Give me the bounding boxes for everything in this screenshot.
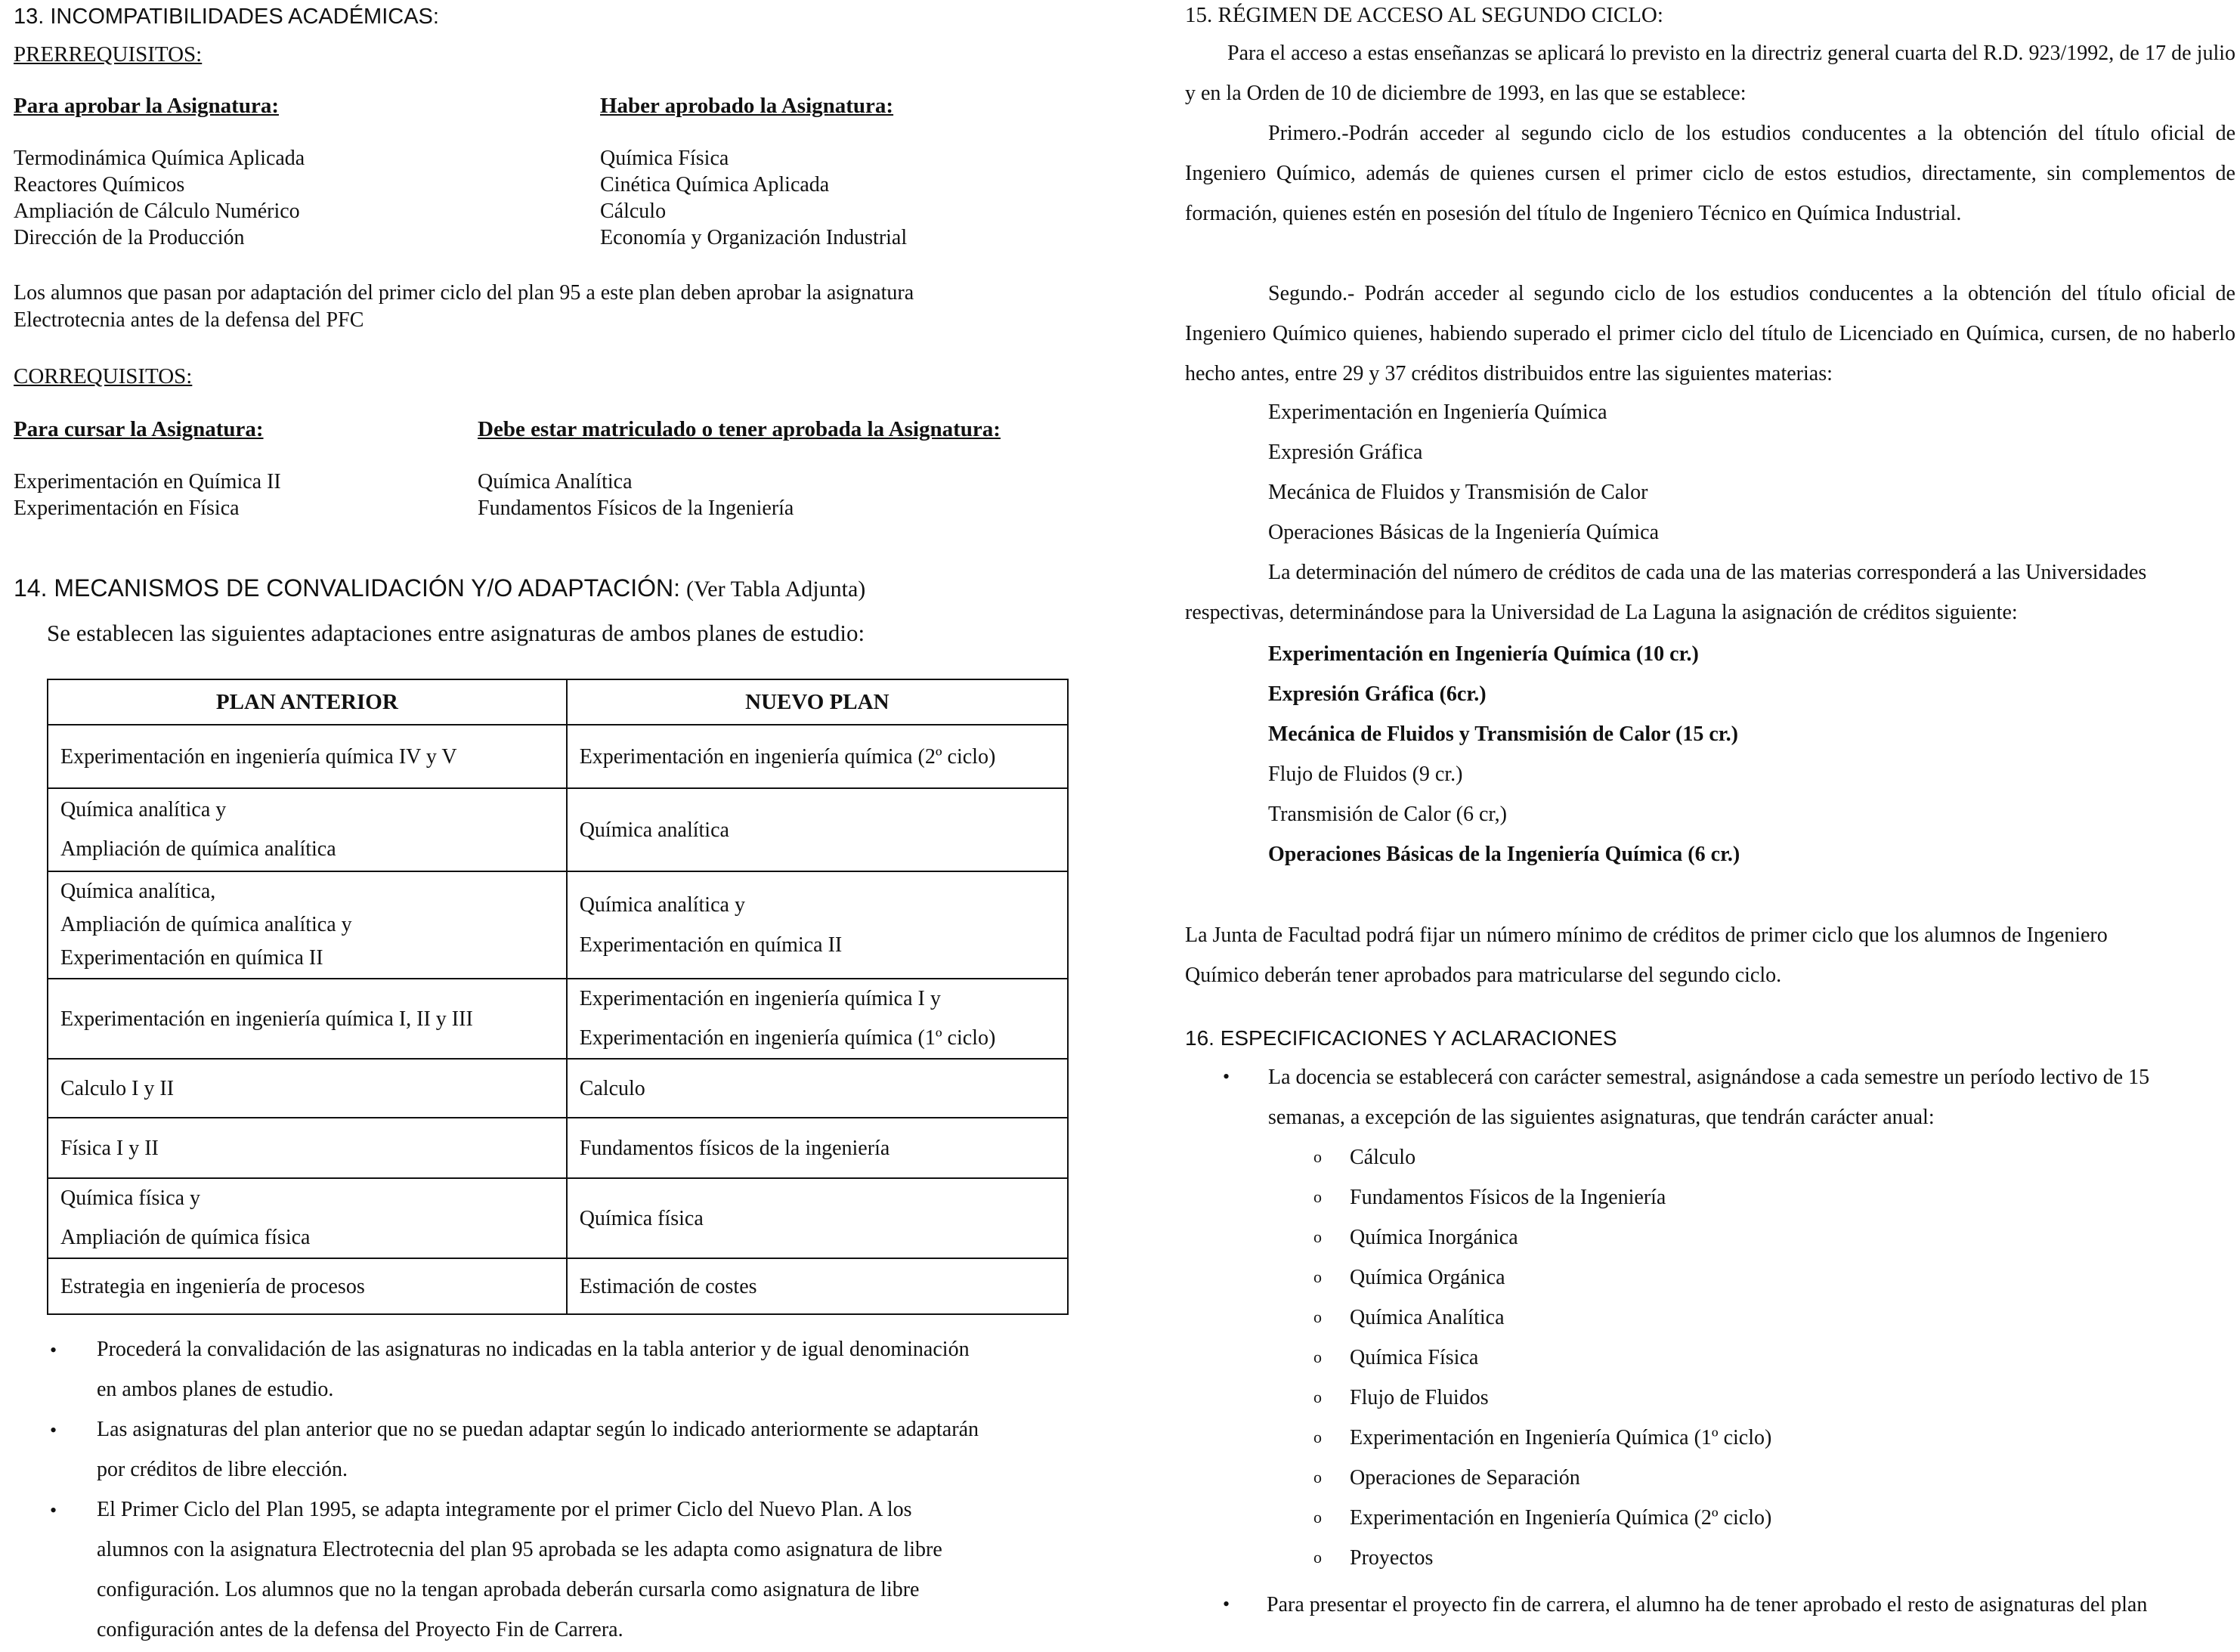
plan-anterior-cell [48, 1059, 567, 1118]
section-14-bullet-1-line-2: en ambos planes de estudio. [97, 1378, 334, 1401]
prereq-required-3: Cálculo [600, 200, 667, 223]
materia-item: Operaciones Básicas de la Ingeniería Química [1268, 521, 1660, 544]
cell-line: Calculo I y II [60, 1076, 175, 1100]
table-row [48, 871, 1068, 979]
circle-bullet-icon: o [1313, 1347, 1322, 1366]
section-14-bullet-2-line-1: Las asignaturas del plan anterior que no se puedan adaptar según lo indicado anteriormente se adaptarán [97, 1418, 979, 1441]
anual-subject-item: Operaciones de Separación [1350, 1466, 1580, 1490]
table-row [48, 1059, 1068, 1118]
coreq-subject-1: Experimentación en Química II [14, 470, 281, 493]
anual-subject-item: Química Física [1350, 1346, 1479, 1369]
circle-bullet-icon: o [1313, 1307, 1322, 1326]
anual-subject-item: Experimentación en Ingeniería Química (2º ciclo) [1350, 1506, 1772, 1530]
section-16-bullet1-line1: La docencia se establecerá con carácter semestral, asignándose a cada semestre un período lectivo de 15 [1268, 1066, 2150, 1089]
credit-item: Operaciones Básicas de la Ingeniería Química (6 cr.) [1268, 843, 1740, 866]
circle-bullet-icon: o [1313, 1267, 1322, 1286]
table-row [48, 1178, 1068, 1258]
cell-line: Experimentación en química II [60, 946, 323, 970]
bullet-icon: • [50, 1419, 57, 1441]
coreq-col2-heading: Debe estar matriculado o tener aprobada la Asignatura: [478, 417, 1001, 441]
table-row [48, 788, 1068, 871]
section-14-bullet-3-line-3: configuración. Los alumnos que no la tengan aprobada deberán cursarla como asignatura de libre [97, 1578, 920, 1601]
plan-anterior-cell [48, 1178, 567, 1258]
nuevo-plan-cell [567, 1178, 1068, 1258]
prereq-subject-1: Termodinámica Química Aplicada [14, 147, 305, 170]
materia-item: Mecánica de Fluidos y Transmisión de Calor [1268, 481, 1648, 504]
nuevo-plan-cell [567, 1258, 1068, 1314]
section-14-title-suffix: (Ver Tabla Adjunta) [685, 577, 866, 602]
section-15-para-2: Primero.-Podrán acceder al segundo ciclo de los estudios conducentes a la obtención del título oficial de Ingeniero Químico, además de quienes cursen el primer ciclo de estos estudios, directamente, sin complementos de formación, quienes estén en posesión del título de Ingeniero Técnico en Química Industrial. [1185, 122, 2235, 225]
prereq-required-2: Cinética Química Aplicada [600, 173, 830, 196]
cell-line: Ampliación de química analítica [60, 837, 336, 861]
materia-item: Experimentación en Ingeniería Química [1268, 401, 1607, 424]
anual-subject-item: Experimentación en Ingeniería Química (1º ciclo) [1350, 1426, 1772, 1449]
bullet-icon: • [1223, 1593, 1230, 1615]
cell-line: Experimentación en química II [579, 933, 843, 957]
circle-bullet-icon: o [1313, 1468, 1322, 1486]
bullet-icon: • [50, 1339, 57, 1361]
nuevo-plan-cell [567, 1059, 1068, 1118]
section-14-intro: Se establecen las siguientes adaptaciones entre asignaturas de ambos planes de estudio: [47, 620, 865, 646]
credit-item: Flujo de Fluidos (9 cr.) [1268, 763, 1463, 786]
prereq-required-1: Química Física [600, 147, 729, 170]
cell-line: Estimación de costes [579, 1274, 757, 1298]
credit-item: Mecánica de Fluidos y Transmisión de Calor (15 cr.) [1268, 722, 1738, 746]
prereq-heading: PRERREQUISITOS: [14, 42, 203, 67]
junta-line1: La Junta de Facultad podrá fijar un número mínimo de créditos de primer ciclo que los alumnos de Ingeniero [1185, 923, 2108, 947]
cell-line: Experimentación en ingeniería química (1º ciclo) [579, 1026, 996, 1050]
materia-item: Expresión Gráfica [1268, 441, 1423, 464]
nuevo-plan-cell [567, 788, 1068, 871]
nuevo-plan-cell [567, 979, 1068, 1059]
cell-line: Calculo [579, 1076, 645, 1100]
table-body [48, 725, 1068, 1314]
cell-line: Química analítica, [60, 880, 216, 903]
cell-line: Experimentación en ingeniería química IV y V [60, 744, 457, 769]
plan-anterior-cell [48, 788, 567, 871]
section-14-bullet-2-line-2: por créditos de libre elección. [97, 1458, 348, 1481]
cell-line: Química física [579, 1206, 704, 1230]
section-16-title: 16. ESPECIFICACIONES Y ACLARACIONES [1185, 1026, 1617, 1050]
coreq-heading: CORREQUISITOS: [14, 364, 193, 388]
table-row [48, 1118, 1068, 1178]
plan-anterior-cell [48, 1118, 567, 1178]
prereq-subject-4: Dirección de la Producción [14, 226, 245, 249]
coreq-subject-2: Experimentación en Física [14, 497, 240, 520]
credit-item: Transmisión de Calor (6 cr,) [1268, 803, 1507, 826]
coreq-required-1: Química Analítica [478, 470, 633, 493]
coreq-required-2: Fundamentos Físicos de la Ingeniería [478, 497, 794, 520]
table-header-nuevo-plan: NUEVO PLAN [567, 679, 1068, 725]
section-14-title [14, 574, 865, 602]
section-15-para-1: Para el acceso a estas enseñanzas se aplicará lo previsto en la directriz general cuarta del R.D. 923/1992, de 17 de julio y en la Orden de 10 de diciembre de 1993, en las que se establece: [1185, 42, 2235, 105]
adapt-note-line1: Los alumnos que pasan por adaptación del primer ciclo del plan 95 a este plan deben aprobar la asignatura [14, 281, 914, 305]
section-14-bullet-3-line-4: configuración antes de la defensa del Proyecto Fin de Carrera. [97, 1618, 623, 1641]
section-14-bullet-3-line-1: El Primer Ciclo del Plan 1995, se adapta integramente por el primer Ciclo del Nuevo Plan. A los [97, 1498, 912, 1521]
anual-subject-item: Química Orgánica [1350, 1266, 1505, 1289]
circle-bullet-icon: o [1313, 1508, 1322, 1527]
cell-line: Física I y II [60, 1136, 159, 1160]
junta-line2: Químico deberán tener aprobados para matricularse del segundo ciclo. [1185, 964, 1782, 987]
section-14-bullet-1-line-1: Procederá la convalidación de las asignaturas no indicadas en la tabla anterior y de igual denominación [97, 1338, 970, 1361]
anual-subject-item: Proyectos [1350, 1546, 1434, 1570]
coreq-col1-heading: Para cursar la Asignatura: [14, 417, 264, 441]
anual-subject-item: Cálculo [1350, 1146, 1416, 1169]
circle-bullet-icon: o [1313, 1227, 1322, 1246]
credit-item: Experimentación en Ingeniería Química (10 cr.) [1268, 642, 1699, 666]
section-15-title: 15. RÉGIMEN DE ACCESO AL SEGUNDO CICLO: [1185, 3, 1663, 27]
anual-subject-item: Fundamentos Físicos de la Ingeniería [1350, 1186, 1666, 1209]
cell-line: Fundamentos físicos de la ingeniería [579, 1136, 890, 1160]
plan-anterior-cell [48, 979, 567, 1059]
cell-line: Ampliación de química analítica y [60, 913, 352, 936]
section-15-para-3: Segundo.- Podrán acceder al segundo ciclo de los estudios conducentes a la obtención del título oficial de Ingeniero Químico quienes, habiendo superado el primer ciclo del título de Licenciado en Química, cursen, de no haberlo hecho antes, entre 29 y 37 créditos distribuidos entre las siguientes materias: [1185, 282, 2235, 385]
cell-line: Experimentación en ingeniería química I y [579, 987, 941, 1010]
nuevo-plan-cell [567, 871, 1068, 979]
cell-line: Experimentación en ingeniería química (2º ciclo) [579, 744, 996, 769]
circle-bullet-icon: o [1313, 1187, 1322, 1206]
cell-line: Química analítica [579, 818, 729, 842]
plan-anterior-cell [48, 1258, 567, 1314]
table-header-plan-anterior: PLAN ANTERIOR [48, 679, 567, 725]
section-13-title: 13. INCOMPATIBILIDADES ACADÉMICAS: [14, 5, 439, 29]
section-16-bullet1-line2: semanas, a excepción de las siguientes asignaturas, que tendrán carácter anual: [1268, 1106, 1935, 1129]
prereq-required-4: Economía y Organización Industrial [600, 226, 908, 249]
anual-subject-item: Química Analítica [1350, 1306, 1505, 1329]
circle-bullet-icon: o [1313, 1428, 1322, 1446]
circle-bullet-icon: o [1313, 1548, 1322, 1567]
section-14-bullet-3-line-2: alumnos con la asignatura Electrotecnia del plan 95 aprobada se les adapta como asignatura de libre [97, 1538, 942, 1561]
cell-line: Química analítica y [60, 798, 227, 821]
table-row [48, 725, 1068, 788]
prereq-col2-heading: Haber aprobado la Asignatura: [600, 94, 894, 118]
cell-line: Química física y [60, 1186, 201, 1210]
bullet-icon: • [1223, 1066, 1230, 1087]
credit-item: Expresión Gráfica (6cr.) [1268, 682, 1487, 706]
adapt-note-line2: Electrotecnia antes de la defensa del PFC [14, 308, 364, 332]
cell-line: Ampliación de química física [60, 1226, 311, 1249]
prereq-subject-3: Ampliación de Cálculo Numérico [14, 200, 300, 223]
nuevo-plan-cell [567, 725, 1068, 788]
table-row [48, 979, 1068, 1059]
table-header-row [48, 679, 1068, 725]
plan-anterior-cell [48, 725, 567, 788]
section-16-bullet2: Para presentar el proyecto fin de carrera, el alumno ha de tener aprobado el resto de asignaturas del plan [1267, 1593, 2148, 1616]
anual-subject-item: Flujo de Fluidos [1350, 1386, 1489, 1409]
prereq-col1-heading: Para aprobar la Asignatura: [14, 94, 279, 118]
prereq-subject-2: Reactores Químicos [14, 173, 185, 196]
anual-subject-item: Química Inorgánica [1350, 1226, 1518, 1249]
circle-bullet-icon: o [1313, 1387, 1322, 1406]
section-15-para-4-line1: La determinación del número de créditos de cada una de las materias corresponderá a las Universidades [1268, 561, 2147, 584]
section-14-title-text: 14. MECANISMOS DE CONVALIDACIÓN Y/O ADAPTACIÓN: [14, 574, 680, 602]
plan-anterior-cell [48, 871, 567, 979]
circle-bullet-icon: o [1313, 1147, 1322, 1166]
bullet-icon: • [50, 1499, 57, 1521]
section-15-para-4-line2: respectivas, determinándose para la Universidad de La Laguna la asignación de créditos siguiente: [1185, 601, 2018, 624]
table-row [48, 1258, 1068, 1314]
adaptation-table [47, 679, 1069, 1315]
cell-line: Estrategia en ingeniería de procesos [60, 1274, 365, 1298]
cell-line: Experimentación en ingeniería química I, II y III [60, 1007, 473, 1031]
cell-line: Química analítica y [579, 893, 745, 917]
nuevo-plan-cell [567, 1118, 1068, 1178]
